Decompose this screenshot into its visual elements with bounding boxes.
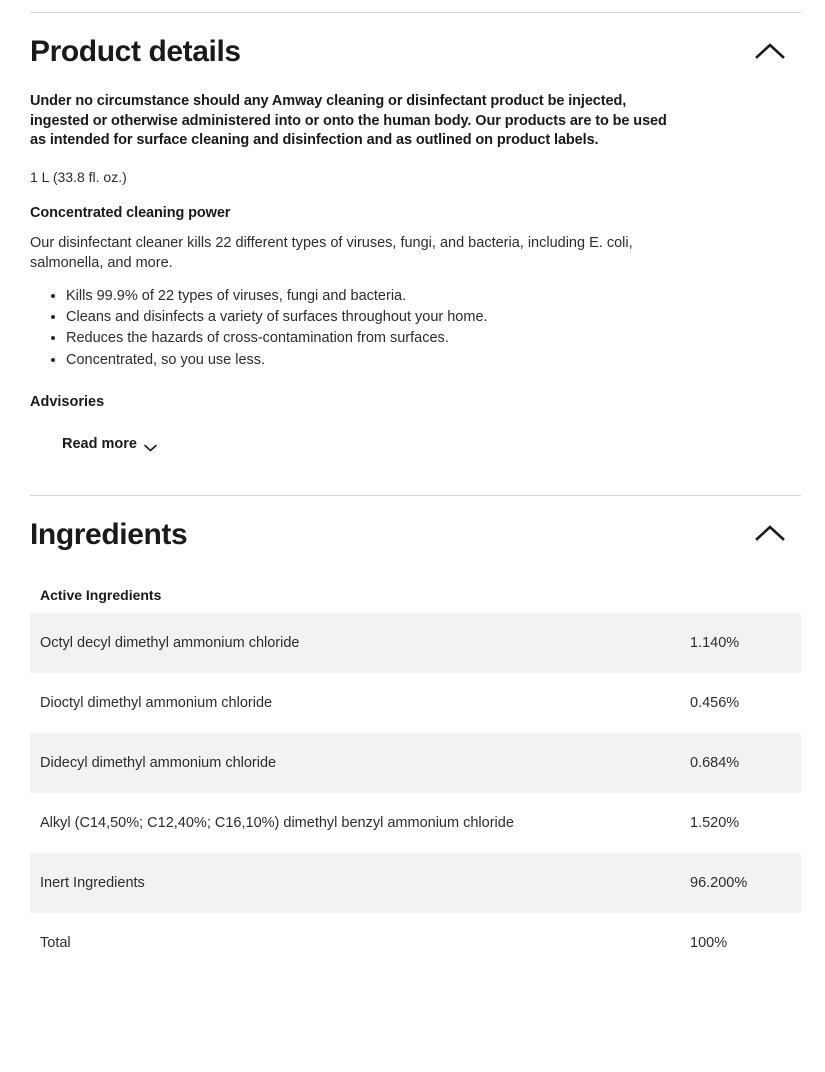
top-divider-wrap [30,0,795,13]
feature-subheading: Concentrated cleaning power [30,204,231,221]
read-more-label: Read more [62,435,137,452]
list-item: • Kills 99.9% of 22 types of viruses, fungi and bacteria. [66,287,795,306]
list-item: • Cleans and disinfects a variety of surfaces throughout your home. [66,308,795,327]
ingredients-title: Ingredients [30,517,188,551]
ingredient-percent: 96.200% [690,853,801,913]
ingredient-name: Didecyl dimethyl ammonium chloride [30,733,690,793]
product-details-header[interactable] [30,13,795,78]
table-row [30,913,801,973]
table-row [30,733,801,793]
ingredient-name: Octyl decyl dimethyl ammonium chloride [30,613,690,673]
table-row [30,793,801,853]
advisories-label: Advisories [30,393,105,410]
ingredient-name: Dioctyl dimethyl ammonium chloride [30,673,690,733]
table-row [30,853,801,913]
list-item: • Reduces the hazards of cross-contamination from surfaces. [66,329,795,348]
ingredient-total-label: Total [30,913,690,973]
ingredient-percent: 0.456% [690,673,801,733]
chevron-up-icon[interactable] [753,40,787,64]
ingredients-body [30,561,795,973]
ingredient-percent: 1.520% [690,793,801,853]
product-size: 1 L (33.8 fl. oz.) [30,168,127,185]
product-description: Our disinfectant cleaner kills 22 different types of viruses, fungi, and bacteria, including E. coli, salmonella, and more. [30,234,633,271]
ingredient-name: Alkyl (C14,50%; C12,40%; C16,10%) dimethyl benzyl ammonium chloride [30,793,690,853]
chevron-up-icon[interactable] [753,522,787,546]
ingredients-section [30,496,795,973]
table-row [30,613,801,673]
read-more-button[interactable] [62,436,157,452]
ingredient-name: Inert Ingredients [30,853,690,913]
table-row [30,673,801,733]
ingredient-total-percent: 100% [690,913,801,973]
list-item: • Concentrated, so you use less. [66,351,795,370]
ingredients-header[interactable] [30,496,795,561]
active-ingredients-label: Active Ingredients [40,586,162,603]
chevron-down-icon [144,440,157,448]
product-details-section [30,13,795,453]
ingredient-percent: 0.684% [690,733,801,793]
safety-warning-text: Under no circumstance should any Amway cleaning or disinfectant product be injected, ingested or otherwise administered into or onto the human body. Our products are to be used as intended for surface cleaning and disinfection and as outlined on product labels. [30,93,667,149]
section-spacer [30,453,795,495]
page-title: Product details [30,35,241,68]
ingredients-table [30,613,801,973]
ingredient-percent: 1.140% [690,613,801,673]
feature-bullet-list [30,287,795,370]
